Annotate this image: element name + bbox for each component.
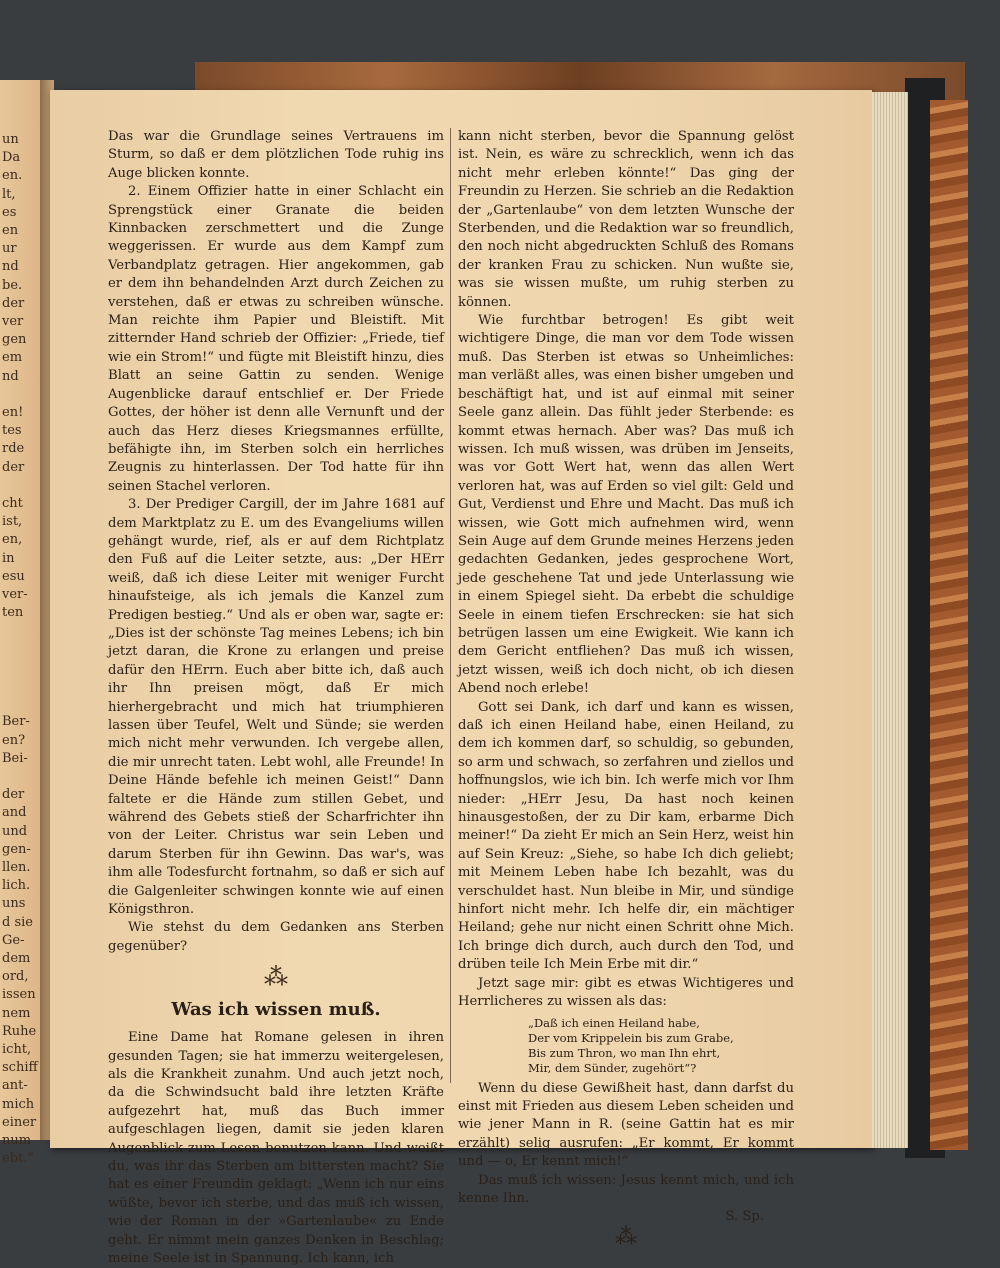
paragraph: Jetzt sage mir: gibt es etwas Wichtigeres und Herrlicheres zu wissen als das: <box>458 975 794 1010</box>
poem-line: „Daß ich einen Heiland habe, <box>528 1015 700 1030</box>
column-divider <box>450 128 451 1083</box>
poem-line: Bis zum Thron, wo man Ihn ehrt, <box>528 1045 721 1060</box>
paragraph: 2. Einem Offizier hatte in einer Schlacht ein Sprengstück einer Granate die beiden Kinnbacken zerschmettert und die Zunge weggerissen. Er wurde aus dem Kampf zum Verbandplatz getragen. Hier angekommen, gab er dem ihn behandelnden Arzt durch Zeichen zu verstehen, daß er etwas zu schreiben wünsche. Man reichte ihm Papier und Bleistift. Mit zitternder Hand schrieb der Offizier: „Friede, tief wie ein Strom!“ und fügte mit Bleistift hinzu, dies Blatt an seine Gattin zu senden. Wenige Augenblicke darauf entschlief er. Der Friede Gottes, der höher ist denn alle Vernunft und der auch das Herz dieses Kriegsmannes erfüllte, befähigte ihn, im Sterben solch ein herrliches Zeugnis zu hinterlassen. Der Tod hatte für ihn seinen Stachel verloren. <box>108 184 444 494</box>
left-page-fragment: es <box>2 204 17 220</box>
article-heading: Was ich wissen muß. <box>171 998 381 1020</box>
left-page-fragment: en. <box>2 168 23 184</box>
poem-line: Der vom Krippelein bis zum Grabe, <box>528 1030 734 1045</box>
left-page-fragment: be. <box>2 277 23 293</box>
left-page-fragment: der <box>2 459 25 475</box>
ornament: ⁂ <box>264 963 288 992</box>
left-page-edge <box>0 80 44 1167</box>
left-page-fragment: tes <box>2 423 22 439</box>
left-page-fragment: dem <box>2 951 31 966</box>
left-page-fragment: nd <box>2 368 19 384</box>
paragraph: Das war die Grundlage seines Vertrauens im Sturm, so daß er dem plötzlichen Tode ruhig ins Auge blicken konnte. <box>108 129 444 181</box>
page-edges <box>872 92 908 1148</box>
left-page-fragment: Ber- <box>2 714 30 730</box>
left-page-fragment: gen <box>2 332 27 348</box>
text-column-left <box>108 128 444 1268</box>
left-page-fragment: em <box>2 350 23 366</box>
left-page-fragment: en? <box>2 732 26 748</box>
left-page-fragment: en, <box>2 532 23 548</box>
paragraph: Wie stehst du dem Gedanken ans Sterben gegenüber? <box>108 920 444 954</box>
left-page-fragment: Bei- <box>2 750 28 766</box>
left-page-fragment: und <box>2 823 28 839</box>
left-page-fragment: nem <box>2 1005 31 1021</box>
left-page-fragment: and <box>2 805 27 821</box>
left-page-fragment: der <box>2 787 25 803</box>
left-page-fragment: num <box>2 1133 32 1148</box>
paragraph: Gott sei Dank, ich darf und kann es wissen, daß ich einen Heiland habe, einen Heiland, zu dem ich kommen darf, so schuldig, so gebunden, so arm und schwach, so zerfahren und ziellos und hoffnungslos, wie ich bin. Ich werfe mich vor Ihm nieder: „HErr Jesu, Da hast noch keinen hinausgestoßen, der zu Dir kam, erbarme Dich meiner!“ Da zieht Er mich an Sein Herz, weist hin auf Sein Kreuz: „Siehe, so habe Ich dich geliebt; mit Meinem Leben habe Ich bezahlt, was du verschuldet hast. Nun bleibe in Mir, und sündige hinfort nicht mehr. Ich helfe dir, ein mächtiger Heiland; gehe nur nicht einen Schritt ohne Mich. Ich bringe dich durch, auch durch den Tod, und drüben teile Ich Mein Erbe mit dir.“ <box>458 699 794 973</box>
left-page-fragment: rde <box>2 441 25 457</box>
left-page-fragment: der <box>2 295 25 311</box>
left-page-fragment: lt, <box>2 186 16 202</box>
left-page-fragment: llen. <box>2 860 31 875</box>
left-page-fragment: un <box>2 132 19 147</box>
paragraph: Das muß ich wissen: Jesus kennt mich, und ich kenne Ihn. <box>458 1172 794 1206</box>
end-ornament: ⁂ <box>615 1224 637 1250</box>
left-page-fragment: ten <box>2 605 24 621</box>
left-page-fragment: einer <box>2 1114 37 1130</box>
paragraph: kann nicht sterben, bevor die Spannung gelöst ist. Nein, es wäre zu schrecklich, wenn ich das nicht mehr erleben könnte!“ Das ging der Freundin zu Herzen. Sie schrieb an die Redaktion der „Gartenlaube“ von dem letzten Wunsche der Sterbenden, und die Redaktion war so freundlich, den noch nicht abgedruckten Schluß des Romans der kranken Frau zu schicken. Nun wußte sie, was sie wissen mußte, um ruhig sterben zu können. <box>458 129 794 310</box>
left-page-fragment: nd <box>2 259 19 275</box>
left-page-fragment: lich. <box>2 878 31 894</box>
left-page-fragment: Ruhe <box>2 1023 37 1039</box>
left-page-fragment: ver- <box>2 587 28 602</box>
left-page-fragment: esu <box>2 568 25 584</box>
left-page-fragment: ord, <box>2 969 29 985</box>
poem-line: Mir, dem Sünder, zugehört“? <box>528 1060 697 1075</box>
left-page-fragment: Da <box>2 150 21 166</box>
left-page-fragment: in <box>2 550 15 566</box>
closing-line <box>458 1172 794 1209</box>
left-page-fragment: ist, <box>2 514 23 530</box>
left-page-fragment: ur <box>2 241 17 257</box>
left-page-fragment: cht <box>2 496 23 511</box>
left-page-fragment: issen <box>2 987 36 1003</box>
paragraph: 3. Der Prediger Cargill, der im Jahre 1681 auf dem Marktplatz zu E. um des Evangeliums willen gehängt wurde, rief, als er auf dem Richtplatz den Fuß auf die Leiter setzte, aus: „Der HErr weiß, daß ich diese Leiter mit weniger Furcht hinaufsteige, als ich jemals die Kanzel zum Predigen bestieg.“ Und als er oben war, sagte er: „Dies ist der schönste Tag meines Lebens; ich bin jetzt daran, die Krone zu erlangen und preise dafür den HErrn. Euch aber bitte ich, daß auch ihr Ihn preisen mögt, daß Er mich hierhergebracht und mich hat triumphieren lassen über Teufel, Welt und Sünde; sie werden mich nicht mehr verwunden. Ich vergebe allen, die mir unrecht taten. Lebt wohl, alle Freunde! In Deine Hände befehle ich meinen Geist!“ Dann faltete er die Hände zum stillen Gebet, und während des Gebets stieß der Scharfrichter ihn von der Leiter. Christus war sein Leben und darum Sterben für ihn Gewinn. Das war's, was ihm alle Todesfurcht fortnahm, so daß er sich auf die Galgenleiter schwingen konnte wie auf einen Königsthron. <box>108 497 444 918</box>
left-page-fragment: Ge- <box>2 932 25 948</box>
poem <box>528 1016 794 1076</box>
left-page-fragment: mich <box>2 1096 35 1112</box>
left-page-fragment: ebt.“ <box>2 1151 35 1167</box>
book-cover-marbled <box>930 100 968 1150</box>
left-page-fragment: ant- <box>2 1078 28 1094</box>
left-page-fragment: icht, <box>2 1042 32 1057</box>
left-page-fragment: en! <box>2 405 24 420</box>
left-page-fragment: schiff <box>2 1060 38 1076</box>
left-page-fragment: gen- <box>2 841 31 857</box>
left-page-fragment: en <box>2 223 19 238</box>
paragraph: Eine Dame hat Romane gelesen in ihren gesunden Tagen; sie hat immerzu weitergelesen, als die Krankheit zunahm. Und auch jetzt noch, da die Schwindsucht bald ihre letzten Kräfte aufgezehrt hat, muß das Buch immer aufgeschlagen liegen, damit sie jeden klaren Augenblick zum Lesen benutzen kann. Und weißt du, was ihr das Sterben am bittersten macht? Sie hat es einer Freundin geklagt: „Wenn ich nur eins wüßte, bevor ich sterbe, und das muß ich wissen, wie der Roman in der »Gartenlaube« zu Ende geht. Er nimmt mein ganzes Denken in Beschlag; meine Seele ist in Spannung. Ich kann, ich <box>108 1030 444 1266</box>
left-page-fragment: d sie <box>2 914 33 930</box>
paragraph: Wenn du diese Gewißheit hast, dann darfst du einst mit Frieden aus diesem Leben scheiden und wie jener Mann in R. (seine Gattin hat es mir erzählt) selig ausrufen: „Er kommt, Er kommt und — o, Er kennt mich!“ <box>458 1080 794 1170</box>
left-page-fragment: uns <box>2 896 26 912</box>
signature: S. Sp. <box>725 1209 764 1225</box>
left-page-fragment: ver <box>2 314 24 329</box>
paragraph: Wie furchtbar betrogen! Es gibt weit wichtigere Dinge, die man vor dem Tode wissen muß. Das Sterben ist etwas so Unheimliches: man verläßt alles, was einen bisher umgeben und beschäftigt hat, und ist auf einmal mit seiner Seele ganz allein. Das fühlt jeder Sterbende: es kommt etwas hernach. Aber was? Das muß ich wissen. Ich muß wissen, was drüben im Jenseits, was vor Gott Wert hat, wenn das allen Wert verloren hat, was auf Erden so viel gilt: Geld und Gut, Verdienst und Ehre und Macht. Das muß ich wissen, wie Gott mich aufnehmen wird, wenn Sein Auge auf dem Grunde meines Herzens jeden gedachten Gedanken, jedes gesprochene Wort, jede geschehene Tat und jede Unterlassung wie in einem Spiegel sieht. Da erbebt die schuldige Seele in einem tiefen Erschrecken: sie hat sich betrügen lassen um eine Ewigkeit. Wie kann ich dem Gericht entfliehen? Das muß ich wissen, jetzt wissen, weiß ich doch nicht, ob ich diesen Abend noch erlebe! <box>458 313 794 697</box>
text-column-right <box>458 128 794 1250</box>
